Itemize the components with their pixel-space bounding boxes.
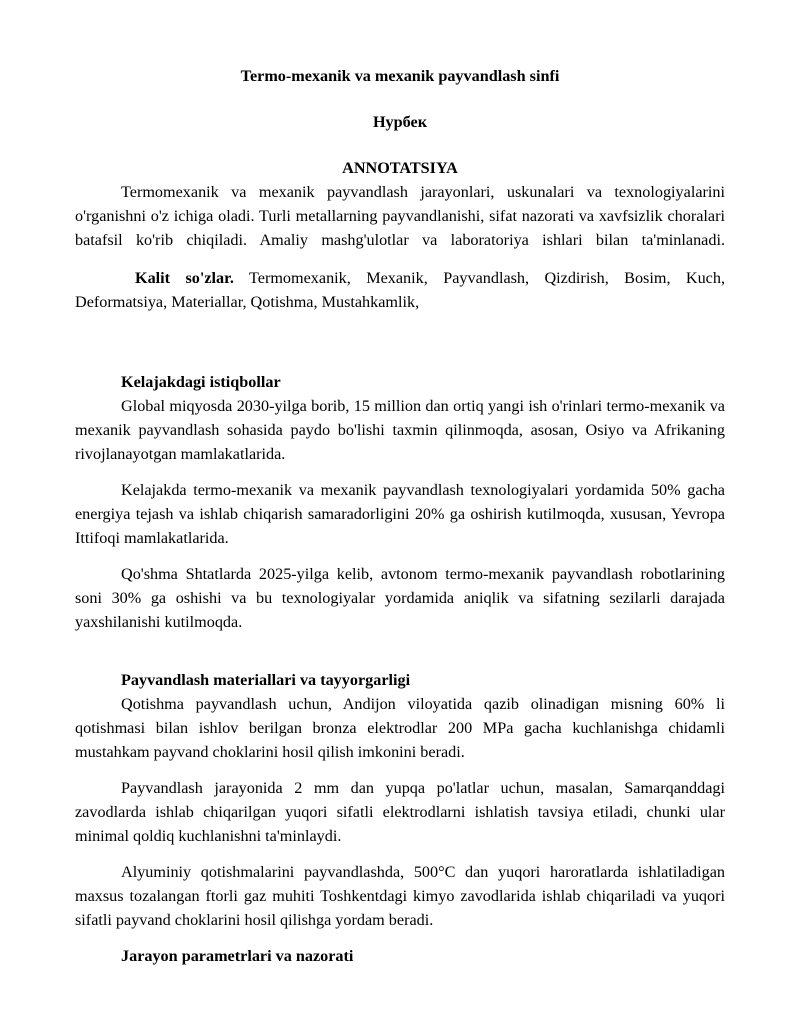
paragraph: Kelajakda termo-mexanik va mexanik payvandlash texnologiyalari yordamida 50% gacha energiya tejash va ishlab chiqarish samaradorligini 20% ga oshirish kutilmoqda, xususan, Yevropa Ittifoqi mamlakatlarida. xyxy=(75,481,725,547)
paragraph: Alyuminiy qotishmalarini payvandlashda, 500°C dan yuqori haroratlarda ishlatiladigan maxsus tozalangan ftorli gaz muhiti Toshkentdagi kimyo zavodlarida ishlab chiqariladi va yuqori sifatli payvand choklarini hosil qilishga yordam beradi. xyxy=(75,863,725,929)
section-heading-process: Jarayon parametrlari va nazorati xyxy=(121,947,354,965)
keywords-label: Kalit so'zlar. xyxy=(135,269,234,287)
paragraph: Qotishma payvandlash uchun, Andijon viloyatida qazib olinadigan misning 60% li qotishmasi bilan ishlov berilgan bronza elektrodlar 200 MPa gacha kuchlanishga chidamli mustahkam payvand choklarini hosil qilish imkonini beradi. xyxy=(75,695,725,761)
document-author: Нурбек xyxy=(372,113,428,131)
section-heading-materials: Payvandlash materiallari va tayyorgarligi xyxy=(121,671,411,689)
document-title: Termo-mexanik va mexanik payvandlash sinfi xyxy=(240,67,560,85)
keywords-paragraph xyxy=(75,266,725,314)
keywords-text: Termomexanik, Mexanik, Payvandlash, Qizdirish, Bosim, Kuch, Deformatsiya, Materiallar, Qotishma, Mustahkamlik, xyxy=(75,269,725,311)
document-page xyxy=(75,64,725,968)
paragraph: Global miqyosda 2030-yilga borib, 15 million dan ortiq yangi ish o'rinlari termo-mexanik va mexanik payvandlash sohasida paydo bo'lishi taxmin qilinmoqda, asosan, Osiyo va Afrikaning rivojlanayotgan mamlakatlarida. xyxy=(75,397,725,463)
paragraph: Qo'shma Shtatlarda 2025-yilga kelib, avtonom termo-mexanik payvandlash robotlarining soni 30% ga oshishi va bu texnologiyalar yordamida aniqlik va sifatning sezilarli darajada yaxshilanishi kutilmoqda. xyxy=(75,565,725,631)
annotation-heading: ANNOTATSIYA xyxy=(342,159,458,177)
annotation-text: Termomexanik va mexanik payvandlash jarayonlari, uskunalari va texnologiyalarini o'rganishni o'z ichiga oladi. Turli metallarning payvandlanishi, sifat nazorati va xavfsizlik choralari batafsil ko'rib chiqiladi. Amaliy mashg'ulotlar va laboratoriya ishlari bilan ta'minlanadi. xyxy=(75,183,725,249)
paragraph: Payvandlash jarayonida 2 mm dan yupqa po'latlar uchun, masalan, Samarqanddagi zavodlarda ishlab chiqarilgan yuqori sifatli elektrodlarni ishlatish tavsiya etiladi, chunki ular minimal qoldiq kuchlanishni ta'minlaydi. xyxy=(75,779,725,845)
section-heading-future: Kelajakdagi istiqbollar xyxy=(121,373,281,391)
